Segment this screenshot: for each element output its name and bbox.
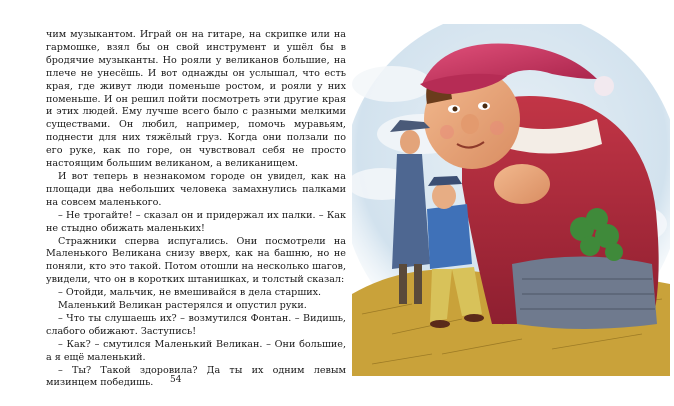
body-text [46, 29, 346, 390]
paragraph: Маленький Великан растерялся и опустил руки. [58, 300, 307, 312]
paragraph: чим музыкантом. Играй он на гитаре, на скрипке или на гармошке, взял бы он свой инструмент и ушёл бы в бродячие музыканты. Но рояли у великанов большие, на плече не унесёшь. И вот однажды он услышал, что есть края, где живут люди поменьше ростом, и рояли у них поменьше. И он решил пойти посмотреть эти другие края и этих людей. Ему лучше всего было с разными мелкими существами. Он любил, например, помочь муравьям, поднести для них тяжёлый груз. Когда они ползали по его руке, как по горе, он чувствовал себя не просто настоящим большим великаном, а великанищем. [46, 29, 346, 170]
paragraph: – Не трогайте! – сказал он и придержал их палки. – Как не стыдно обижать маленьких! [46, 209, 346, 234]
hat-pompom [594, 76, 614, 96]
paragraph: – Что ты слушаешь их? – возмутился Фонтан. – Видишь, слабого обижают. Заступись! [46, 312, 346, 337]
giant-hand [494, 164, 550, 204]
story-illustration [352, 24, 670, 376]
paragraph: – Отойди, мальчик, не вмешивайся в дела старших. [58, 287, 322, 299]
paragraph: – Ты? Такой здоровила? Да ты их одним левым мизинцем победишь. [46, 364, 346, 389]
paragraph: Стражники сперва испугались. Они посмотрели на Маленького Великана снизу вверх, как на башню, но не поняли, кто это такой. Потом отошли на несколько шагов, увидели, что он в коротких штанишках, и толстый сказал: [46, 235, 346, 286]
paragraph: – Как? – смутился Маленький Великан. – Они большие, а я ещё маленький. [46, 338, 346, 363]
basket [512, 257, 657, 330]
page-number: 54 [170, 375, 182, 385]
giant-nose [461, 114, 479, 134]
paragraph: И вот теперь в незнакомом городе он увидел, как на площади два небольших человека замахнулись палками на совсем маленького. [46, 170, 346, 208]
